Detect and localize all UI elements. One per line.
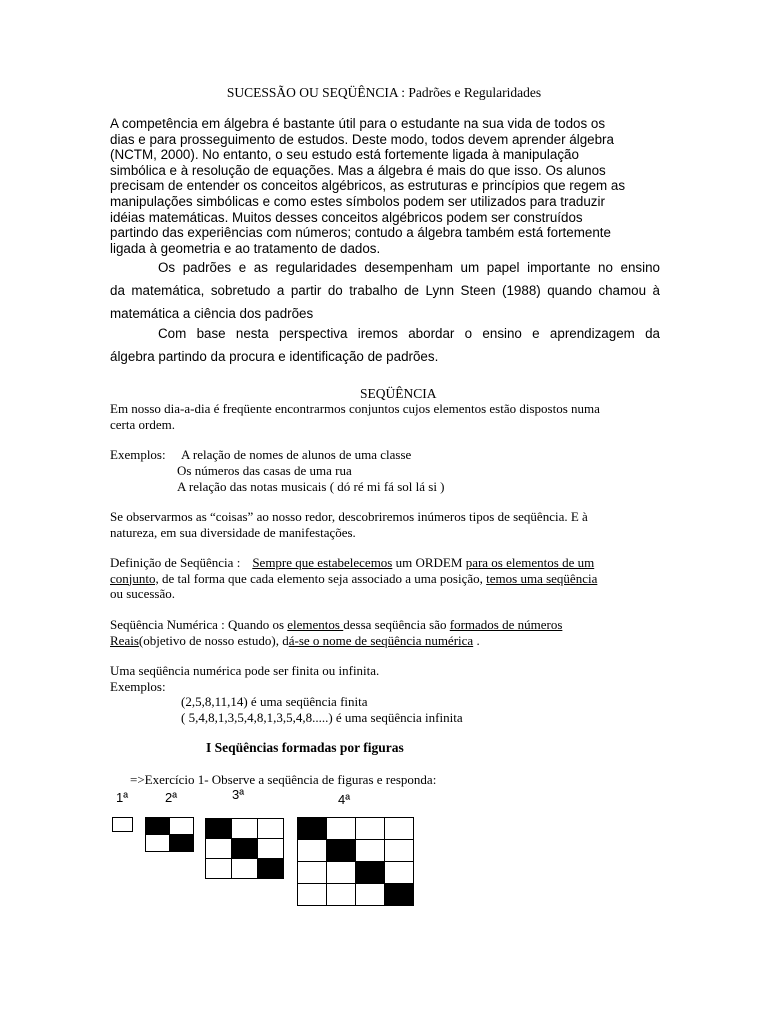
grid-cell-filled (258, 859, 284, 879)
examples-label: Exemplos: (110, 447, 166, 462)
grid-cell (385, 840, 414, 862)
text-line: certa ordem. (110, 416, 175, 432)
figure-label: 3ª (232, 787, 245, 802)
examples-label: Exemplos: (110, 678, 166, 694)
observe-paragraph (110, 509, 588, 540)
text-line: Uma seqüência numérica pode ser finita ou infinita. (110, 663, 380, 678)
underlined-text: Reais (110, 632, 139, 648)
figure-4-grid (297, 817, 414, 906)
definition-label: Definição de Seqüência : (110, 555, 241, 570)
intro-line: (NCTM, 2000). No entanto, o seu estudo está fortemente ligada à manipulação (110, 147, 579, 163)
intro-line: idéias matemáticas. Muitos desses conceitos algébricos podem ser construídos (110, 209, 583, 225)
text-span: um ORDEM (392, 555, 466, 570)
example-item: A relação de nomes de alunos de uma classe (181, 447, 412, 462)
text-line (110, 617, 562, 633)
figure-label: 2ª (165, 790, 178, 805)
grid-cell (356, 884, 385, 906)
grid-cell (206, 839, 232, 859)
grid-cell-filled (146, 818, 170, 835)
grid-cell (258, 819, 284, 839)
grid-cell-filled (298, 818, 327, 840)
figure-label: 4ª (338, 792, 351, 807)
intro-line: dias e para prosseguimento de estudos. Deste modo, todos devem aprender álgebra (110, 131, 614, 147)
grid-cell (146, 835, 170, 852)
text-line: natureza, em sua diversidade de manifestações. (110, 524, 356, 540)
underlined-text: á-se o nome de seqüência numérica (288, 632, 474, 648)
grid-cell (327, 862, 356, 884)
document-title: SUCESSÃO OU SEQÜÊNCIA : Padrões e Regularidades (226, 85, 542, 100)
intro-line: simbólica e à resolução de equações. Mas a álgebra é mais do que isso. Os alunos (110, 162, 606, 178)
grid-cell-filled (356, 862, 385, 884)
underlined-text: para os elementos (465, 555, 559, 570)
grid-cell (258, 839, 284, 859)
grid-cell (206, 859, 232, 879)
grid-cell (298, 884, 327, 906)
grid-cell (327, 884, 356, 906)
underlined-text: formados de números (449, 617, 563, 632)
text-line: Em nosso dia-a-dia é freqüente encontrarmos conjuntos cujos elementos estão dispostos numa (110, 401, 600, 416)
grid-cell (298, 840, 327, 862)
intro-line: ligada à geometria e ao tratamento de dados. (110, 240, 381, 256)
grid-cell-filled (232, 839, 258, 859)
text-line (110, 633, 562, 649)
intro-line: precisam de entender os conceitos algébricos, as estruturas e princípios que regem as (110, 178, 626, 194)
example-item: (2,5,8,11,14) é uma seqüência finita (181, 694, 368, 709)
example-item: A relação das notas musicais ( dó ré mi fá sol lá si ) (177, 479, 445, 494)
intro-line: partindo das experiências com números; contudo a álgebra também está fortemente (110, 225, 611, 241)
example-item: Os números das casas de uma rua (177, 463, 352, 478)
grid-cell (356, 818, 385, 840)
grid-cell (385, 862, 414, 884)
underlined-text: de um (558, 555, 595, 570)
underlined-text: conjunto, (110, 570, 159, 586)
text-span: (objetivo de nosso estudo), d (138, 632, 289, 648)
text-line: ou sucessão. (110, 586, 175, 601)
intro-paragraph (110, 116, 625, 256)
underlined-text: elementos (287, 617, 344, 632)
grid-cell (327, 818, 356, 840)
grid-cell (385, 818, 414, 840)
paragraph-line: matemática a ciência dos padrões (110, 306, 314, 321)
text-line (110, 555, 597, 571)
grid-cell (356, 840, 385, 862)
paragraph-line: da matemática, sobretudo a partir do trabalho de Lynn Steen (1988) quando chamou à (110, 283, 660, 298)
text-span: Seqüência Numérica : Quando os (110, 617, 288, 632)
definition-paragraph (110, 555, 597, 602)
numeric-sequence-paragraph (110, 617, 562, 648)
grid-cell (232, 859, 258, 879)
figure-label: 1ª (116, 790, 129, 805)
finite-infinite-paragraph (110, 663, 379, 694)
figure-3-grid (205, 818, 284, 879)
exercise-instruction: =>Exercício 1- Observe a seqüência de figuras e responda: (130, 772, 437, 787)
grid-cell-filled (327, 840, 356, 862)
underlined-text: Sempre que estabelecemos (252, 555, 393, 570)
text-line: Se observarmos as “coisas” ao nosso redor, descobriremos inúmeros tipos de seqüência. E à (110, 509, 588, 524)
perspective-paragraph (110, 322, 660, 368)
intro-line: A competência em álgebra é bastante útil para o estudante na sua vida de todos os (110, 116, 606, 131)
figure-2-grid (145, 817, 194, 852)
intro-line: manipulações simbólicas e como estes símbolos podem ser utilizados para traduzir (110, 193, 605, 209)
paragraph-line: álgebra partindo da procura e identificação de padrões. (110, 349, 439, 364)
sequence-intro (110, 401, 600, 432)
figure-1-grid (112, 817, 133, 832)
text-span: de tal forma que cada elemento seja associado a uma posição, (158, 570, 487, 586)
section-heading: SEQÜÊNCIA (360, 386, 437, 401)
patterns-paragraph (110, 256, 660, 325)
paragraph-line: Com base nesta perspectiva iremos abordar o ensino e aprendizagem da (158, 326, 660, 341)
grid-cell (170, 818, 194, 835)
figures-section-title: I Seqüências formadas por figuras (206, 740, 404, 755)
text-line (110, 571, 597, 587)
text-span: . (473, 632, 480, 648)
grid-cell-filled (170, 835, 194, 852)
example-item: ( 5,4,8,1,3,5,4,8,1,3,5,4,8.....) é uma seqüência infinita (181, 710, 463, 725)
grid-cell (232, 819, 258, 839)
grid-cell-filled (385, 884, 414, 906)
underlined-text: temos uma seqüência (486, 570, 598, 586)
grid-cell-filled (206, 819, 232, 839)
grid-cell (298, 862, 327, 884)
paragraph-line: Os padrões e as regularidades desempenham um papel importante no ensino (158, 260, 660, 275)
text-span: dessa seqüência são (343, 617, 450, 632)
